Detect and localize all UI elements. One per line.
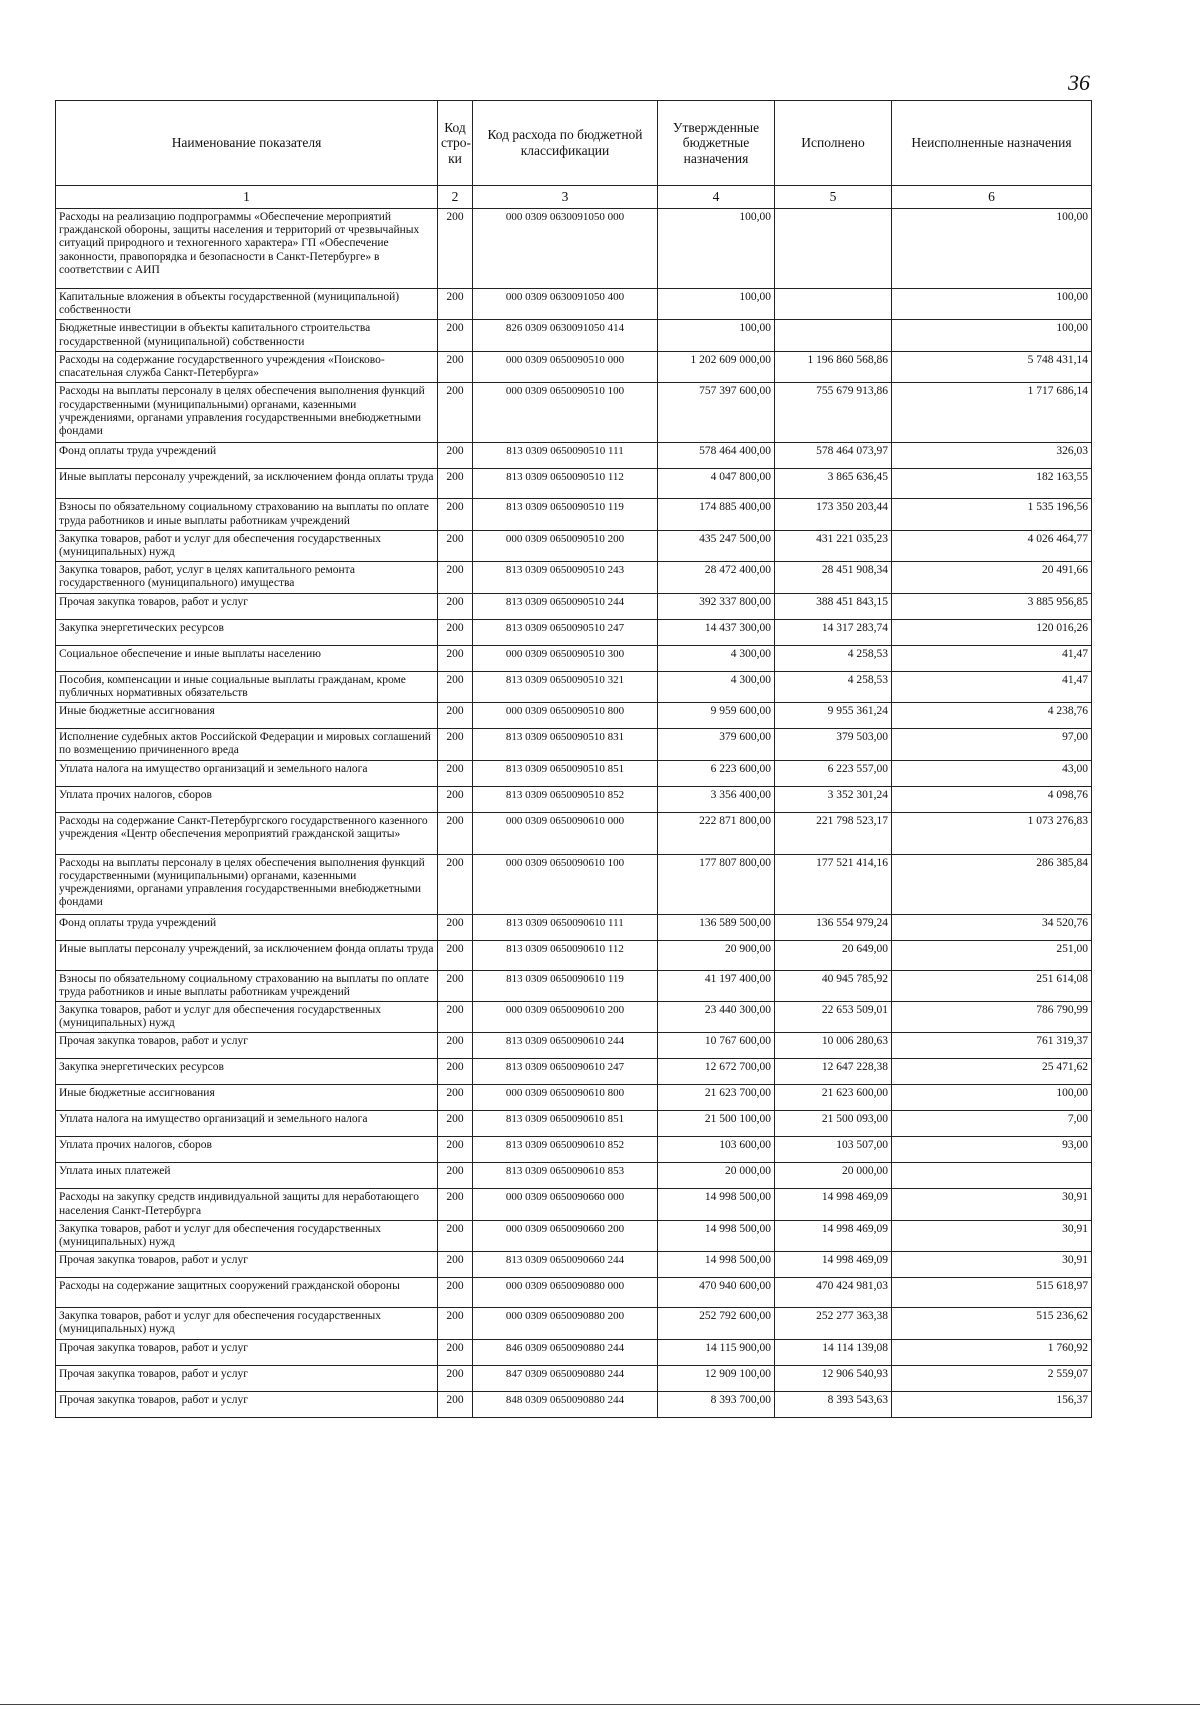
table-body bbox=[56, 209, 1092, 1418]
row-line-code: 200 bbox=[438, 469, 473, 499]
row-approved-amount: 20 900,00 bbox=[658, 940, 775, 970]
row-executed-amount: 755 679 913,86 bbox=[775, 383, 892, 443]
row-unexecuted-amount: 7,00 bbox=[892, 1111, 1092, 1137]
table-row bbox=[56, 619, 1092, 645]
row-expense-code: 000 0309 0650090610 200 bbox=[473, 1001, 658, 1032]
row-expense-code: 813 0309 0650090510 111 bbox=[473, 443, 658, 469]
row-unexecuted-amount: 182 163,55 bbox=[892, 469, 1092, 499]
table-row bbox=[56, 209, 1092, 289]
row-indicator-name: Фонд оплаты труда учреждений bbox=[56, 443, 438, 469]
row-unexecuted-amount: 1 717 686,14 bbox=[892, 383, 1092, 443]
row-line-code: 200 bbox=[438, 1339, 473, 1365]
row-indicator-name: Иные выплаты персоналу учреждений, за исключением фонда оплаты труда bbox=[56, 940, 438, 970]
row-approved-amount: 222 871 800,00 bbox=[658, 812, 775, 854]
row-executed-amount: 40 945 785,92 bbox=[775, 970, 892, 1001]
row-line-code: 200 bbox=[438, 729, 473, 760]
row-executed-amount: 21 623 600,00 bbox=[775, 1085, 892, 1111]
row-expense-code: 000 0309 0650090660 000 bbox=[473, 1189, 658, 1220]
row-expense-code: 000 0309 0630091050 000 bbox=[473, 209, 658, 289]
row-unexecuted-amount: 251 614,08 bbox=[892, 970, 1092, 1001]
row-indicator-name: Взносы по обязательному социальному страхованию на выплаты по оплате труда работников и иные выплаты работникам учреждений bbox=[56, 970, 438, 1001]
row-expense-code: 813 0309 0650090510 321 bbox=[473, 671, 658, 702]
row-indicator-name: Уплата прочих налогов, сборов bbox=[56, 1137, 438, 1163]
row-unexecuted-amount: 3 885 956,85 bbox=[892, 593, 1092, 619]
row-expense-code: 813 0309 0650090610 111 bbox=[473, 914, 658, 940]
row-line-code: 200 bbox=[438, 1001, 473, 1032]
row-expense-code: 000 0309 0630091050 400 bbox=[473, 289, 658, 320]
row-approved-amount: 14 437 300,00 bbox=[658, 619, 775, 645]
row-approved-amount: 392 337 800,00 bbox=[658, 593, 775, 619]
row-unexecuted-amount: 100,00 bbox=[892, 209, 1092, 289]
row-unexecuted-amount: 2 559,07 bbox=[892, 1365, 1092, 1391]
row-unexecuted-amount: 34 520,76 bbox=[892, 914, 1092, 940]
row-approved-amount: 3 356 400,00 bbox=[658, 786, 775, 812]
row-line-code: 200 bbox=[438, 914, 473, 940]
row-approved-amount: 578 464 400,00 bbox=[658, 443, 775, 469]
column-number-row bbox=[56, 186, 1092, 209]
row-executed-amount: 9 955 361,24 bbox=[775, 703, 892, 729]
row-executed-amount: 20 000,00 bbox=[775, 1163, 892, 1189]
table-row bbox=[56, 1059, 1092, 1085]
row-approved-amount: 174 885 400,00 bbox=[658, 499, 775, 530]
row-line-code: 200 bbox=[438, 1137, 473, 1163]
row-approved-amount: 14 998 500,00 bbox=[658, 1220, 775, 1251]
row-line-code: 200 bbox=[438, 383, 473, 443]
row-expense-code: 000 0309 0650090880 000 bbox=[473, 1278, 658, 1308]
row-expense-code: 000 0309 0650090510 200 bbox=[473, 530, 658, 561]
row-executed-amount: 28 451 908,34 bbox=[775, 562, 892, 593]
row-executed-amount: 22 653 509,01 bbox=[775, 1001, 892, 1032]
row-approved-amount: 252 792 600,00 bbox=[658, 1308, 775, 1339]
row-executed-amount: 10 006 280,63 bbox=[775, 1033, 892, 1059]
table-row bbox=[56, 854, 1092, 914]
row-approved-amount: 1 202 609 000,00 bbox=[658, 351, 775, 382]
row-approved-amount: 14 998 500,00 bbox=[658, 1189, 775, 1220]
row-executed-amount: 252 277 363,38 bbox=[775, 1308, 892, 1339]
row-line-code: 200 bbox=[438, 786, 473, 812]
row-indicator-name: Прочая закупка товаров, работ и услуг bbox=[56, 593, 438, 619]
row-executed-amount: 4 258,53 bbox=[775, 645, 892, 671]
row-expense-code: 826 0309 0630091050 414 bbox=[473, 320, 658, 351]
row-executed-amount: 3 352 301,24 bbox=[775, 786, 892, 812]
row-indicator-name: Расходы на выплаты персоналу в целях обеспечения выполнения функций государственными (муниципальными) органами, казенными учреждениями, органами управления государственными внебюджетными фондами bbox=[56, 854, 438, 914]
table-row bbox=[56, 289, 1092, 320]
row-approved-amount: 20 000,00 bbox=[658, 1163, 775, 1189]
row-line-code: 200 bbox=[438, 1278, 473, 1308]
row-indicator-name: Иные бюджетные ассигнования bbox=[56, 1085, 438, 1111]
table-row bbox=[56, 1339, 1092, 1365]
row-indicator-name: Закупка товаров, работ, услуг в целях капитального ремонта государственного (муниципального) имущества bbox=[56, 562, 438, 593]
header-indicator-name: Наименование показателя bbox=[56, 101, 438, 186]
table-row bbox=[56, 970, 1092, 1001]
row-executed-amount: 8 393 543,63 bbox=[775, 1391, 892, 1417]
row-line-code: 200 bbox=[438, 854, 473, 914]
row-line-code: 200 bbox=[438, 1163, 473, 1189]
row-approved-amount: 12 909 100,00 bbox=[658, 1365, 775, 1391]
row-executed-amount: 470 424 981,03 bbox=[775, 1278, 892, 1308]
table-row bbox=[56, 1365, 1092, 1391]
row-unexecuted-amount: 286 385,84 bbox=[892, 854, 1092, 914]
table-row bbox=[56, 1391, 1092, 1417]
table-row bbox=[56, 1278, 1092, 1308]
row-unexecuted-amount: 97,00 bbox=[892, 729, 1092, 760]
row-indicator-name: Закупка товаров, работ и услуг для обеспечения государственных (муниципальных) нужд bbox=[56, 1001, 438, 1032]
row-line-code: 200 bbox=[438, 671, 473, 702]
row-expense-code: 846 0309 0650090880 244 bbox=[473, 1339, 658, 1365]
row-unexecuted-amount: 20 491,66 bbox=[892, 562, 1092, 593]
row-line-code: 200 bbox=[438, 1189, 473, 1220]
row-unexecuted-amount: 120 016,26 bbox=[892, 619, 1092, 645]
row-approved-amount: 21 500 100,00 bbox=[658, 1111, 775, 1137]
row-indicator-name: Бюджетные инвестиции в объекты капитального строительства государственной (муниципальной) собственности bbox=[56, 320, 438, 351]
row-unexecuted-amount: 515 618,97 bbox=[892, 1278, 1092, 1308]
row-executed-amount: 14 998 469,09 bbox=[775, 1189, 892, 1220]
row-expense-code: 813 0309 0650090510 247 bbox=[473, 619, 658, 645]
row-executed-amount bbox=[775, 289, 892, 320]
row-approved-amount: 12 672 700,00 bbox=[658, 1059, 775, 1085]
row-expense-code: 813 0309 0650090510 243 bbox=[473, 562, 658, 593]
row-executed-amount bbox=[775, 320, 892, 351]
row-expense-code: 000 0309 0650090610 800 bbox=[473, 1085, 658, 1111]
column-number: 2 bbox=[438, 186, 473, 209]
row-unexecuted-amount: 30,91 bbox=[892, 1189, 1092, 1220]
row-approved-amount: 136 589 500,00 bbox=[658, 914, 775, 940]
row-line-code: 200 bbox=[438, 1033, 473, 1059]
row-executed-amount: 14 317 283,74 bbox=[775, 619, 892, 645]
row-approved-amount: 100,00 bbox=[658, 320, 775, 351]
row-expense-code: 000 0309 0650090610 100 bbox=[473, 854, 658, 914]
row-expense-code: 813 0309 0650090610 853 bbox=[473, 1163, 658, 1189]
row-indicator-name: Фонд оплаты труда учреждений bbox=[56, 914, 438, 940]
row-line-code: 200 bbox=[438, 1391, 473, 1417]
row-executed-amount: 21 500 093,00 bbox=[775, 1111, 892, 1137]
row-executed-amount: 14 114 139,08 bbox=[775, 1339, 892, 1365]
table-row bbox=[56, 1137, 1092, 1163]
row-indicator-name: Закупка энергетических ресурсов bbox=[56, 619, 438, 645]
table-row bbox=[56, 812, 1092, 854]
row-expense-code: 847 0309 0650090880 244 bbox=[473, 1365, 658, 1391]
row-line-code: 200 bbox=[438, 320, 473, 351]
row-line-code: 200 bbox=[438, 1085, 473, 1111]
row-executed-amount: 14 998 469,09 bbox=[775, 1220, 892, 1251]
row-indicator-name: Закупка товаров, работ и услуг для обеспечения государственных (муниципальных) нужд bbox=[56, 1220, 438, 1251]
row-indicator-name: Расходы на выплаты персоналу в целях обеспечения выполнения функций государственными (муниципальными) органами, казенными учреждениями, органами управления государственными внебюджетными фондами bbox=[56, 383, 438, 443]
row-indicator-name: Иные выплаты персоналу учреждений, за исключением фонда оплаты труда bbox=[56, 469, 438, 499]
row-executed-amount: 431 221 035,23 bbox=[775, 530, 892, 561]
row-expense-code: 813 0309 0650090510 831 bbox=[473, 729, 658, 760]
table-row bbox=[56, 760, 1092, 786]
row-expense-code: 813 0309 0650090610 244 bbox=[473, 1033, 658, 1059]
table-row bbox=[56, 1220, 1092, 1251]
row-line-code: 200 bbox=[438, 645, 473, 671]
row-executed-amount: 103 507,00 bbox=[775, 1137, 892, 1163]
row-approved-amount: 470 940 600,00 bbox=[658, 1278, 775, 1308]
row-executed-amount: 3 865 636,45 bbox=[775, 469, 892, 499]
row-indicator-name: Закупка товаров, работ и услуг для обеспечения государственных (муниципальных) нужд bbox=[56, 530, 438, 561]
row-indicator-name: Иные бюджетные ассигнования bbox=[56, 703, 438, 729]
row-executed-amount: 12 906 540,93 bbox=[775, 1365, 892, 1391]
row-unexecuted-amount: 786 790,99 bbox=[892, 1001, 1092, 1032]
row-approved-amount: 10 767 600,00 bbox=[658, 1033, 775, 1059]
row-approved-amount: 4 300,00 bbox=[658, 645, 775, 671]
row-unexecuted-amount: 41,47 bbox=[892, 645, 1092, 671]
row-expense-code: 000 0309 0650090510 100 bbox=[473, 383, 658, 443]
row-line-code: 200 bbox=[438, 1111, 473, 1137]
table-row bbox=[56, 671, 1092, 702]
row-approved-amount: 9 959 600,00 bbox=[658, 703, 775, 729]
row-unexecuted-amount: 41,47 bbox=[892, 671, 1092, 702]
column-number: 5 bbox=[775, 186, 892, 209]
row-indicator-name: Прочая закупка товаров, работ и услуг bbox=[56, 1033, 438, 1059]
row-executed-amount: 177 521 414,16 bbox=[775, 854, 892, 914]
row-approved-amount: 21 623 700,00 bbox=[658, 1085, 775, 1111]
row-unexecuted-amount: 93,00 bbox=[892, 1137, 1092, 1163]
page-number: 36 bbox=[1068, 70, 1090, 95]
row-expense-code: 000 0309 0650090510 800 bbox=[473, 703, 658, 729]
row-unexecuted-amount: 1 535 196,56 bbox=[892, 499, 1092, 530]
row-unexecuted-amount: 43,00 bbox=[892, 760, 1092, 786]
row-expense-code: 813 0309 0650090660 244 bbox=[473, 1252, 658, 1278]
row-line-code: 200 bbox=[438, 351, 473, 382]
row-executed-amount: 1 196 860 568,86 bbox=[775, 351, 892, 382]
row-indicator-name: Капитальные вложения в объекты государственной (муниципальной) собственности bbox=[56, 289, 438, 320]
row-approved-amount: 100,00 bbox=[658, 289, 775, 320]
table-row bbox=[56, 562, 1092, 593]
row-approved-amount: 41 197 400,00 bbox=[658, 970, 775, 1001]
table-row bbox=[56, 593, 1092, 619]
row-approved-amount: 6 223 600,00 bbox=[658, 760, 775, 786]
header-unexecuted: Неисполненные назначения bbox=[892, 101, 1092, 186]
row-expense-code: 813 0309 0650090610 851 bbox=[473, 1111, 658, 1137]
row-indicator-name: Расходы на содержание Санкт-Петербургского государственного казенного учреждения «Центр обеспечения мероприятий гражданской защиты» bbox=[56, 812, 438, 854]
row-expense-code: 813 0309 0650090510 851 bbox=[473, 760, 658, 786]
row-approved-amount: 28 472 400,00 bbox=[658, 562, 775, 593]
row-unexecuted-amount bbox=[892, 1163, 1092, 1189]
row-line-code: 200 bbox=[438, 1220, 473, 1251]
table-row bbox=[56, 320, 1092, 351]
row-approved-amount: 103 600,00 bbox=[658, 1137, 775, 1163]
row-line-code: 200 bbox=[438, 593, 473, 619]
row-executed-amount: 14 998 469,09 bbox=[775, 1252, 892, 1278]
row-unexecuted-amount: 5 748 431,14 bbox=[892, 351, 1092, 382]
row-expense-code: 813 0309 0650090510 112 bbox=[473, 469, 658, 499]
row-line-code: 200 bbox=[438, 619, 473, 645]
row-unexecuted-amount: 1 760,92 bbox=[892, 1339, 1092, 1365]
row-expense-code: 000 0309 0650090510 300 bbox=[473, 645, 658, 671]
row-expense-code: 000 0309 0650090880 200 bbox=[473, 1308, 658, 1339]
page-bottom-rule bbox=[0, 1704, 1200, 1705]
table-row bbox=[56, 383, 1092, 443]
row-unexecuted-amount: 4 238,76 bbox=[892, 703, 1092, 729]
table-row bbox=[56, 1001, 1092, 1032]
row-line-code: 200 bbox=[438, 530, 473, 561]
row-approved-amount: 8 393 700,00 bbox=[658, 1391, 775, 1417]
column-number: 1 bbox=[56, 186, 438, 209]
header-approved: Утвержденные бюджетные назначения bbox=[658, 101, 775, 186]
row-line-code: 200 bbox=[438, 760, 473, 786]
row-unexecuted-amount: 326,03 bbox=[892, 443, 1092, 469]
table-row bbox=[56, 499, 1092, 530]
row-expense-code: 813 0309 0650090510 852 bbox=[473, 786, 658, 812]
row-indicator-name: Расходы на реализацию подпрограммы «Обеспечение мероприятий гражданской обороны, защиты населения и территорий от чрезвычайных ситуаций природного и техногенного характера» ГП «Обеспечение законности, правопорядка и безопасности в Санкт-Петербурге» в соответствии с АИП bbox=[56, 209, 438, 289]
row-unexecuted-amount: 100,00 bbox=[892, 289, 1092, 320]
row-line-code: 200 bbox=[438, 970, 473, 1001]
table-row bbox=[56, 1252, 1092, 1278]
row-indicator-name: Прочая закупка товаров, работ и услуг bbox=[56, 1339, 438, 1365]
row-approved-amount: 379 600,00 bbox=[658, 729, 775, 760]
row-expense-code: 813 0309 0650090510 119 bbox=[473, 499, 658, 530]
row-expense-code: 813 0309 0650090610 119 bbox=[473, 970, 658, 1001]
table-row bbox=[56, 645, 1092, 671]
row-indicator-name: Уплата иных платежей bbox=[56, 1163, 438, 1189]
row-line-code: 200 bbox=[438, 209, 473, 289]
table-row bbox=[56, 940, 1092, 970]
row-unexecuted-amount: 515 236,62 bbox=[892, 1308, 1092, 1339]
row-line-code: 200 bbox=[438, 1365, 473, 1391]
row-expense-code: 000 0309 0650090510 000 bbox=[473, 351, 658, 382]
row-executed-amount: 4 258,53 bbox=[775, 671, 892, 702]
table-row bbox=[56, 729, 1092, 760]
row-unexecuted-amount: 761 319,37 bbox=[892, 1033, 1092, 1059]
row-line-code: 200 bbox=[438, 1308, 473, 1339]
row-expense-code: 813 0309 0650090610 112 bbox=[473, 940, 658, 970]
table-row bbox=[56, 351, 1092, 382]
table-row bbox=[56, 703, 1092, 729]
row-approved-amount: 435 247 500,00 bbox=[658, 530, 775, 561]
table-row bbox=[56, 1085, 1092, 1111]
table-row bbox=[56, 914, 1092, 940]
row-line-code: 200 bbox=[438, 940, 473, 970]
row-approved-amount: 23 440 300,00 bbox=[658, 1001, 775, 1032]
row-indicator-name: Взносы по обязательному социальному страхованию на выплаты по оплате труда работников и иные выплаты работникам учреждений bbox=[56, 499, 438, 530]
column-number: 3 bbox=[473, 186, 658, 209]
row-approved-amount: 100,00 bbox=[658, 209, 775, 289]
row-unexecuted-amount: 251,00 bbox=[892, 940, 1092, 970]
header-row bbox=[56, 101, 1092, 186]
row-line-code: 200 bbox=[438, 703, 473, 729]
row-approved-amount: 4 300,00 bbox=[658, 671, 775, 702]
row-line-code: 200 bbox=[438, 1252, 473, 1278]
table-row bbox=[56, 1033, 1092, 1059]
row-executed-amount: 221 798 523,17 bbox=[775, 812, 892, 854]
header-executed: Исполнено bbox=[775, 101, 892, 186]
row-executed-amount: 6 223 557,00 bbox=[775, 760, 892, 786]
table-row bbox=[56, 1163, 1092, 1189]
row-approved-amount: 177 807 800,00 bbox=[658, 854, 775, 914]
row-approved-amount: 4 047 800,00 bbox=[658, 469, 775, 499]
row-indicator-name: Уплата налога на имущество организаций и земельного налога bbox=[56, 760, 438, 786]
table-row bbox=[56, 1308, 1092, 1339]
row-approved-amount: 14 998 500,00 bbox=[658, 1252, 775, 1278]
row-executed-amount: 578 464 073,97 bbox=[775, 443, 892, 469]
row-line-code: 200 bbox=[438, 562, 473, 593]
table-row bbox=[56, 469, 1092, 499]
row-indicator-name: Закупка товаров, работ и услуг для обеспечения государственных (муниципальных) нужд bbox=[56, 1308, 438, 1339]
row-unexecuted-amount: 30,91 bbox=[892, 1252, 1092, 1278]
row-unexecuted-amount: 25 471,62 bbox=[892, 1059, 1092, 1085]
row-indicator-name: Закупка энергетических ресурсов bbox=[56, 1059, 438, 1085]
row-executed-amount: 12 647 228,38 bbox=[775, 1059, 892, 1085]
row-executed-amount: 379 503,00 bbox=[775, 729, 892, 760]
row-executed-amount bbox=[775, 209, 892, 289]
row-approved-amount: 757 397 600,00 bbox=[658, 383, 775, 443]
row-expense-code: 813 0309 0650090610 852 bbox=[473, 1137, 658, 1163]
row-unexecuted-amount: 100,00 bbox=[892, 320, 1092, 351]
row-unexecuted-amount: 100,00 bbox=[892, 1085, 1092, 1111]
table-row bbox=[56, 530, 1092, 561]
row-line-code: 200 bbox=[438, 443, 473, 469]
row-expense-code: 848 0309 0650090880 244 bbox=[473, 1391, 658, 1417]
row-indicator-name: Уплата налога на имущество организаций и земельного налога bbox=[56, 1111, 438, 1137]
row-executed-amount: 173 350 203,44 bbox=[775, 499, 892, 530]
row-indicator-name: Расходы на содержание государственного учреждения «Поисково-спасательная служба Санкт-Петербурга» bbox=[56, 351, 438, 382]
row-indicator-name: Расходы на содержание защитных сооружений гражданской обороны bbox=[56, 1278, 438, 1308]
row-indicator-name: Социальное обеспечение и иные выплаты населению bbox=[56, 645, 438, 671]
row-approved-amount: 14 115 900,00 bbox=[658, 1339, 775, 1365]
row-indicator-name: Расходы на закупку средств индивидуальной защиты для неработающего населения Санкт-Петербурга bbox=[56, 1189, 438, 1220]
row-line-code: 200 bbox=[438, 1059, 473, 1085]
row-expense-code: 813 0309 0650090510 244 bbox=[473, 593, 658, 619]
row-unexecuted-amount: 1 073 276,83 bbox=[892, 812, 1092, 854]
header-line-code: Код стро-ки bbox=[438, 101, 473, 186]
row-indicator-name: Прочая закупка товаров, работ и услуг bbox=[56, 1252, 438, 1278]
row-expense-code: 000 0309 0650090660 200 bbox=[473, 1220, 658, 1251]
table-row bbox=[56, 786, 1092, 812]
row-expense-code: 813 0309 0650090610 247 bbox=[473, 1059, 658, 1085]
row-indicator-name: Прочая закупка товаров, работ и услуг bbox=[56, 1365, 438, 1391]
column-number: 6 bbox=[892, 186, 1092, 209]
header-expense-code: Код расхода по бюджетной классификации bbox=[473, 101, 658, 186]
table-row bbox=[56, 1189, 1092, 1220]
row-executed-amount: 388 451 843,15 bbox=[775, 593, 892, 619]
row-executed-amount: 20 649,00 bbox=[775, 940, 892, 970]
row-indicator-name: Прочая закупка товаров, работ и услуг bbox=[56, 1391, 438, 1417]
column-number: 4 bbox=[658, 186, 775, 209]
row-executed-amount: 136 554 979,24 bbox=[775, 914, 892, 940]
row-line-code: 200 bbox=[438, 499, 473, 530]
table-row bbox=[56, 443, 1092, 469]
row-indicator-name: Пособия, компенсации и иные социальные выплаты гражданам, кроме публичных нормативных обязательств bbox=[56, 671, 438, 702]
row-line-code: 200 bbox=[438, 812, 473, 854]
budget-execution-table bbox=[55, 100, 1092, 1418]
table-row bbox=[56, 1111, 1092, 1137]
row-expense-code: 000 0309 0650090610 000 bbox=[473, 812, 658, 854]
row-unexecuted-amount: 4 098,76 bbox=[892, 786, 1092, 812]
row-unexecuted-amount: 156,37 bbox=[892, 1391, 1092, 1417]
row-indicator-name: Исполнение судебных актов Российской Федерации и мировых соглашений по возмещению причиненного вреда bbox=[56, 729, 438, 760]
row-unexecuted-amount: 30,91 bbox=[892, 1220, 1092, 1251]
row-unexecuted-amount: 4 026 464,77 bbox=[892, 530, 1092, 561]
row-indicator-name: Уплата прочих налогов, сборов bbox=[56, 786, 438, 812]
row-line-code: 200 bbox=[438, 289, 473, 320]
